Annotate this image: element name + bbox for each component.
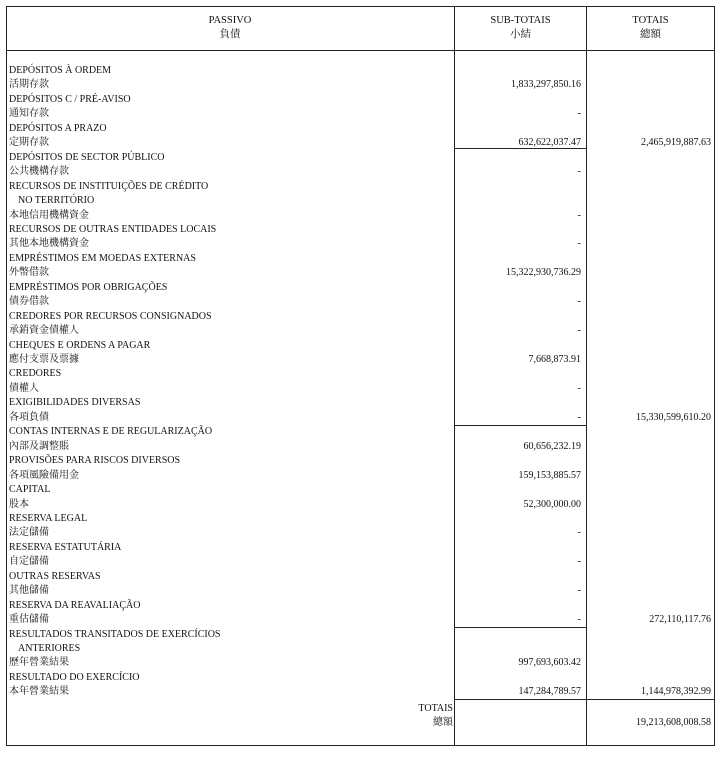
table-row	[6, 209, 715, 223]
row-label: DEPÓSITOS C / PRÉ-AVISO	[9, 93, 131, 105]
table-row	[6, 628, 715, 642]
table-row	[6, 425, 715, 439]
table-row	[6, 367, 715, 381]
row-subtotal: -	[577, 238, 581, 250]
row-label: 其他儲備	[9, 585, 49, 597]
row-label: CAPITAL	[9, 484, 51, 496]
row-subtotal: -	[577, 527, 581, 539]
row-label: 本地信用機構資金	[9, 209, 89, 221]
table-row	[6, 642, 715, 656]
row-label: 債券借款	[9, 296, 49, 308]
table-row	[6, 396, 715, 410]
totals-row-zh	[6, 716, 715, 730]
row-label: 股本	[9, 498, 29, 510]
table-row	[6, 295, 715, 309]
table-row	[6, 483, 715, 497]
row-label: DEPÓSITOS À ORDEM	[9, 65, 112, 76]
row-subtotal: -	[577, 325, 581, 337]
row-subtotal: 632,622,037.47	[518, 137, 581, 149]
row-subtotal: 15,322,930,736.29	[506, 267, 581, 279]
table-row	[6, 382, 715, 396]
row-label: 內部及調整賬	[9, 440, 69, 452]
table-row	[6, 64, 715, 78]
table-row	[6, 411, 715, 425]
row-label: 各項負債	[9, 411, 49, 423]
row-label: 承銷資金債權人	[9, 325, 79, 337]
table-row	[6, 339, 715, 353]
row-label: CREDORES	[9, 368, 62, 380]
header-rule	[6, 50, 715, 51]
row-label: 通知存款	[9, 108, 49, 120]
row-label: 重估儲備	[9, 614, 49, 626]
header-passivo-pt: PASSIVO	[208, 15, 252, 26]
row-label: 應付支票及票據	[9, 354, 79, 365]
table-row	[6, 498, 715, 512]
header-totais-pt: TOTAIS	[632, 15, 669, 26]
row-label: CONTAS INTERNAS E DE REGULARIZAÇÃO	[9, 426, 213, 438]
table-row	[6, 584, 715, 598]
table-row	[6, 281, 715, 295]
row-label: EMPRÉSTIMOS POR OBRIGAÇÕES	[9, 281, 168, 293]
row-subtotal: -	[577, 382, 581, 394]
row-label: 活期存款	[9, 79, 49, 91]
row-subtotal: -	[577, 411, 581, 423]
row-label: RESERVA LEGAL	[9, 512, 88, 524]
table-row	[6, 555, 715, 569]
row-label: 本年營業結果	[9, 686, 69, 698]
row-label: RECURSOS DE INSTITUIÇÕES DE CRÉDITO	[9, 180, 209, 192]
row-label: DEPÓSITOS A PRAZO	[9, 122, 107, 134]
row-label: 債權人	[9, 382, 39, 394]
table-row	[6, 136, 715, 150]
row-subtotal: 52,300,000.00	[523, 498, 581, 510]
header-subtotais	[455, 6, 586, 50]
row-total: 1,144,978,392.99	[641, 686, 711, 698]
totals-label-zh: 總額	[433, 717, 453, 728]
row-subtotal: 60,656,232.19	[523, 440, 581, 452]
row-label: 定期存款	[9, 137, 49, 149]
table-row	[6, 266, 715, 280]
row-subtotal: -	[577, 166, 581, 178]
header-subtotais-zh: 小結	[510, 29, 531, 40]
table-row	[6, 78, 715, 92]
grand-total: 19,213,608,008.58	[636, 717, 711, 728]
row-subtotal: -	[577, 108, 581, 120]
table-row	[6, 223, 715, 237]
row-subtotal: -	[577, 556, 581, 568]
row-subtotal: 997,693,603.42	[518, 657, 581, 669]
row-label: CREDORES POR RECURSOS CONSIGNADOS	[9, 310, 212, 322]
table-row	[6, 671, 715, 685]
table-row	[6, 685, 715, 699]
table-row	[6, 469, 715, 483]
table-row	[6, 353, 715, 367]
table-row	[6, 252, 715, 266]
row-subtotal: -	[577, 209, 581, 221]
header-totais-zh: 總額	[640, 29, 661, 40]
row-label: ANTERIORES	[18, 643, 81, 654]
table-row	[6, 570, 715, 584]
table-row	[6, 599, 715, 613]
row-subtotal: 147,284,789.57	[518, 686, 581, 698]
row-total: 2,465,919,887.63	[641, 137, 711, 149]
table-row	[6, 107, 715, 121]
row-label: EMPRÉSTIMOS EM MOEDAS EXTERNAS	[9, 252, 196, 264]
row-label: NO TERRITÓRIO	[18, 195, 95, 207]
row-label: CHEQUES E ORDENS A PAGAR	[9, 339, 151, 351]
row-subtotal: -	[577, 614, 581, 626]
row-label: DEPÓSITOS DE SECTOR PÚBLICO	[9, 151, 165, 163]
row-subtotal: 7,668,873.91	[528, 354, 581, 365]
row-label: 公共機構存款	[9, 166, 69, 178]
table-row	[6, 151, 715, 165]
table-row	[6, 454, 715, 468]
row-subtotal: -	[577, 585, 581, 597]
row-label: 自定儲備	[9, 556, 49, 568]
row-label: EXIGIBILIDADES DIVERSAS	[9, 397, 141, 409]
table-row	[6, 310, 715, 324]
table-row	[6, 122, 715, 136]
row-total: 15,330,599,610.20	[636, 411, 711, 423]
table-row	[6, 324, 715, 338]
totals-label-pt: TOTAIS	[418, 703, 453, 714]
row-label: 外幣借款	[9, 267, 49, 279]
row-label: PROVISÕES PARA RISCOS DIVERSOS	[9, 455, 181, 467]
table-row	[6, 93, 715, 107]
totals-row	[6, 702, 715, 716]
row-label: RESERVA DA REAVALIAÇÃO	[9, 599, 141, 611]
header-passivo-zh: 負債	[219, 29, 241, 40]
table-row	[6, 194, 715, 208]
row-label: 其他本地機構資金	[9, 238, 89, 250]
table-row	[6, 512, 715, 526]
row-label: RESULTADOS TRANSITADOS DE EXERCÍCIOS	[9, 628, 221, 640]
table-row	[6, 440, 715, 454]
row-subtotal: -	[577, 296, 581, 308]
table-row	[6, 656, 715, 670]
row-label: 各項風險備用金	[9, 469, 79, 481]
row-subtotal: 1,833,297,850.16	[511, 79, 581, 91]
frame-bottom	[6, 745, 715, 746]
row-total: 272,110,117.76	[649, 614, 711, 626]
header-passivo	[6, 6, 454, 50]
table-row	[6, 541, 715, 555]
table-row	[6, 165, 715, 179]
header-totais	[587, 6, 714, 50]
row-subtotal: 159,153,885.57	[518, 469, 581, 481]
row-label: 法定儲備	[9, 527, 49, 539]
table-row	[6, 180, 715, 194]
row-label: OUTRAS RESERVAS	[9, 570, 101, 582]
table-row	[6, 526, 715, 540]
balance-sheet-liabilities	[6, 6, 715, 746]
table-row	[6, 613, 715, 627]
row-label: RESULTADO DO EXERCÍCIO	[9, 671, 140, 683]
row-label: 歷年營業結果	[9, 657, 69, 669]
table-row	[6, 237, 715, 251]
row-label: RESERVA ESTATUTÁRIA	[9, 541, 122, 553]
row-label: RECURSOS DE OUTRAS ENTIDADES LOCAIS	[9, 223, 217, 235]
header-subtotais-pt: SUB-TOTAIS	[490, 15, 551, 26]
